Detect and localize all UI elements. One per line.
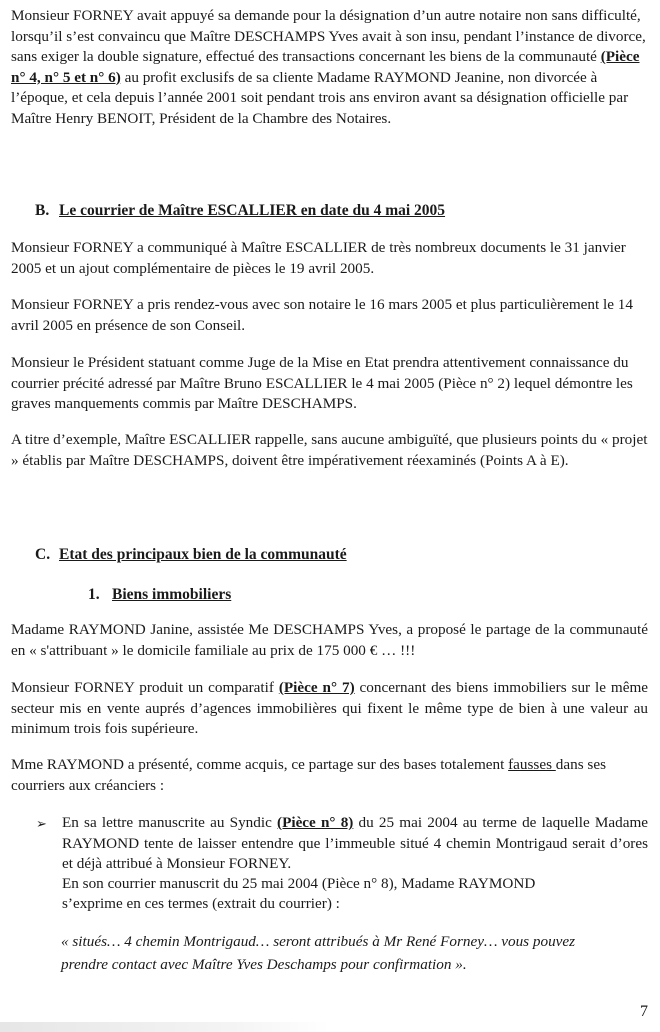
section-c-heading: C. Etat des principaux bien de la communauté	[35, 546, 347, 563]
paragraph-titre-exemple: A titre d’exemple, Maître ESCALLIER rappelle, sans aucune ambiguïté, que plusieurs points du « projet » établis par Maître DESCHAMPS, doivent être impérativement réexaminés (Points A à E).	[11, 431, 648, 469]
bullet-item-lettre-syndic: En sa lettre manuscrite au Syndic (Pièce n° 8) du 25 mai 2004 au terme de laquelle Madame RAYMOND tente de laisser entendre que l’immeuble situé 4 chemin Montrigaud serait d’ores et déjà attribué à Monsieur FORNEY.	[62, 814, 649, 872]
piece-reference: (Pièce n° 4, n° 5 et n° 6)	[11, 48, 640, 86]
section-b-heading: B. Le courrier de Maître ESCALLIER en date du 4 mai 2005	[35, 202, 446, 219]
arrow-bullet-icon: ➢	[36, 816, 47, 831]
piece-reference: (Pièce n° 8)	[277, 814, 354, 831]
quoted-extract: « situés… 4 chemin Montrigaud… seront attribués à Mr René Forney… vous pouvez prendre contact avec Maître Yves Deschamps pour confirmation ».	[61, 933, 576, 973]
paragraph-communication-documents: Monsieur FORNEY a communiqué à Maître ESCALLIER de très nombreux documents le 31 janvier 2005 et un ajout complémentaire de pièces le 19 avril 2005.	[11, 239, 626, 277]
paragraph-juge-mise-en-etat: Monsieur le Président statuant comme Juge de la Mise en Etat prendra attentivement connaissance du courrier précité adressé par Maître Bruno ESCALLIER le 4 mai 2005 (Pièce n° 2) lequel démontre les graves manquements commis par Maître DESCHAMPS.	[11, 354, 633, 412]
paragraph-rendez-vous: Monsieur FORNEY a pris rendez-vous avec son notaire le 16 mars 2005 et plus particulièrement le 14 avril 2005 en présence de son Conseil.	[11, 296, 633, 334]
paragraph-comparatif: Monsieur FORNEY produit un comparatif (Pièce n° 7) concernant des biens immobiliers sur le même secteur mis en vente auprés d’agences immobilières qui fixent le même type de bien à une valeur au minimum trois fois supérieure.	[11, 679, 649, 737]
underlined-word: fausses	[508, 756, 556, 773]
paragraph-bases-fausses: Mme RAYMOND a présenté, comme acquis, ce partage sur des bases totalement fausses dans ses courriers aux créanciers :	[11, 756, 606, 794]
paragraph-designation-notaire: Monsieur FORNEY avait appuyé sa demande pour la désignation d’un autre notaire non sans difficulté, lorsqu’il s’est convaincu que Maître DESCHAMPS Yves avait à son insu, pendant l’instance de divorce, sans exiger la double signature, effectué des transactions concernant les biens de la communauté (Pièce n° 4, n° 5 et n° 6) au profit exclusifs de sa cliente Madame RAYMOND Jeanine, non divorcée à l’époque, et cela depuis l’année 2001 soit pendant trois ans environ avant sa désignation officielle par Maître Henry BENOIT, Président de la Chambre des Notaires.	[11, 7, 646, 127]
bullet-continuation-line: s’exprime en ces termes (extrait du courrier) :	[62, 895, 340, 912]
page-number: 7	[640, 1003, 648, 1020]
scan-edge-shadow	[0, 1022, 330, 1032]
subsection-1-heading: 1. Biens immobiliers	[88, 586, 232, 603]
piece-reference: (Pièce n° 7)	[278, 679, 355, 696]
paragraph-partage-proposition: Madame RAYMOND Janine, assistée Me DESCHAMPS Yves, a proposé le partage de la communauté en « s'attribuant » le domicile familiale au prix de 175 000 € … !!!	[11, 621, 648, 659]
bullet-continuation-line: En son courrier manuscrit du 25 mai 2004 (Pièce n° 8), Madame RAYMOND	[62, 875, 536, 892]
